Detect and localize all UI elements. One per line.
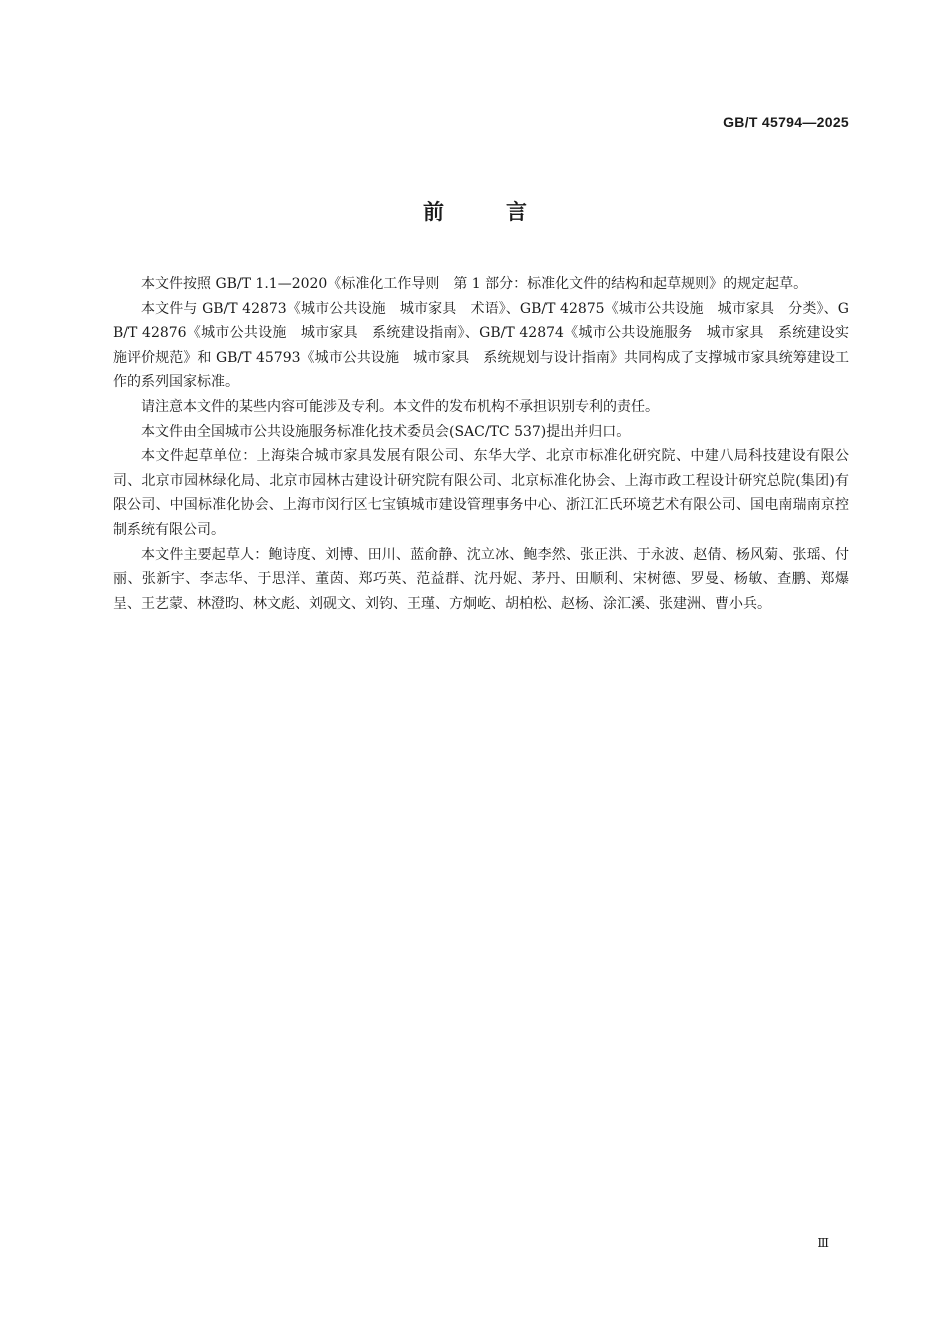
paragraph-proposer: 本文件由全国城市公共设施服务标准化技术委员会(SAC/TC 537)提出并归口。 <box>141 423 631 440</box>
page-number: Ⅲ <box>817 1236 829 1250</box>
paragraph-drafters: 本文件主要起草人：鲍诗度、刘博、田川、蓝俞静、沈立冰、鲍李然、张正洪、于永波、赵倩、杨风菊、张瑶、付丽、张新宇、李志华、于思洋、董茵、郑巧英、范益群、沈丹妮、茅丹、田顺利、宋树德、罗曼、杨敏、查鹏、郑爆呈、王艺蒙、林澄昀、林文彪、刘砚文、刘钧、王瑾、方炯屹、胡柏松、赵杨、涂汇溪、张建洲、曹小兵。 <box>113 546 849 612</box>
paragraph-drafting-rules: 本文件按照 GB/T 1.1—2020《标准化工作导则 第 1 部分：标准化文件的结构和起草规则》的规定起草。 <box>141 276 808 292</box>
page-title: 前言 <box>423 200 589 224</box>
paragraph-drafting-units: 本文件起草单位：上海柒合城市家具发展有限公司、东华大学、北京市标准化研究院、中建八局科技建设有限公司、北京市园林绿化局、北京市园林古建设计研究院有限公司、北京标准化协会、上海市政工程设计研究总院(集团)有限公司、中国标准化协会、上海市闵行区七宝镇城市建设管理事务中心、浙江汇氏环境艺术有限公司、国电南瑞南京控制系统有限公司。 <box>113 448 849 538</box>
paragraph-related-standards: 本文件与 GB/T 42873《城市公共设施 城市家具 术语》、GB/T 42875《城市公共设施 城市家具 分类》、GB/T 42876《城市公共设施 城市家具 系统建设指南》、GB/T 42874《城市公共设施服务 城市家具 系统建设实施评价规范》和 GB/T 45793《城市公共设施 城市家具 系统规划与设计指南》共同构成了支撑城市家具统筹建设工作的系列国家标准。 <box>113 300 849 391</box>
foreword-body <box>113 272 849 616</box>
paragraph-patent-notice: 请注意本文件的某些内容可能涉及专利。本文件的发布机构不承担识别专利的责任。 <box>141 398 659 415</box>
standard-number: GB/T 45794—2025 <box>723 114 849 130</box>
